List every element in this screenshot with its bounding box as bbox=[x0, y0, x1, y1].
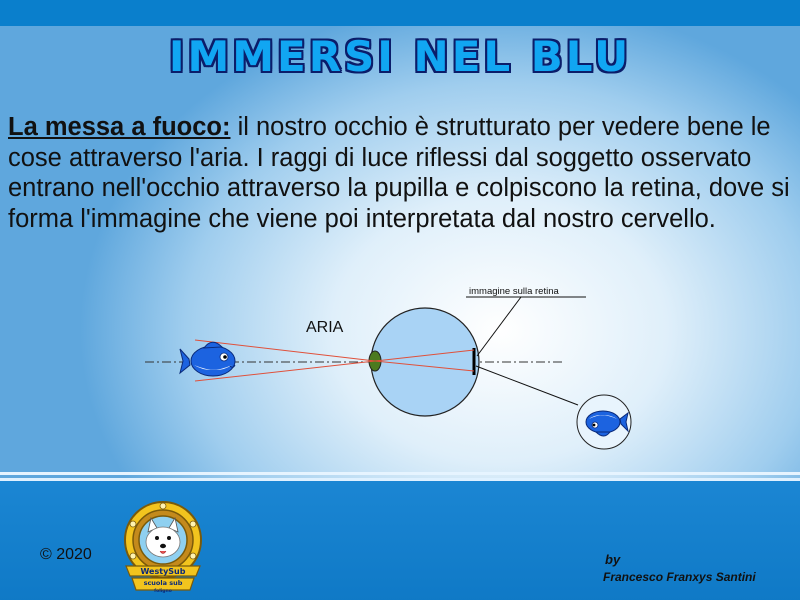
paragraph-body: il nostro occhio è strutturato per vedere bene le cose attraverso l'aria. I raggi di luce riflessi dal soggetto osservato entrano nell'occhio attraverso la pupilla e colpiscono la retina, dove si forma l'immagine che viene poi interpretata dal nostro cervello. bbox=[8, 113, 790, 233]
slide-title: IMMERSI NEL BLU bbox=[168, 32, 632, 81]
logo-text-city: foligno bbox=[154, 589, 172, 594]
eye-focus-diagram bbox=[0, 280, 800, 470]
author-name: Francesco Franxys Santini bbox=[603, 570, 756, 584]
fish-icon bbox=[180, 342, 235, 376]
westysub-logo bbox=[118, 496, 208, 598]
author-by: by bbox=[605, 552, 621, 567]
explanation-paragraph bbox=[8, 112, 793, 234]
logo-text-top: WestySub bbox=[140, 567, 186, 576]
copyright-text: © 2020 bbox=[40, 546, 92, 563]
magnify-pointer bbox=[476, 366, 578, 405]
retina-label: immagine sulla retina bbox=[469, 286, 559, 297]
paragraph-lead: La messa a fuoco: bbox=[8, 113, 231, 141]
logo-text-bottom: scuola sub bbox=[143, 579, 183, 587]
retina-label-pointer bbox=[477, 297, 521, 356]
medium-label: ARIA bbox=[306, 319, 344, 336]
top-bar bbox=[0, 0, 800, 26]
